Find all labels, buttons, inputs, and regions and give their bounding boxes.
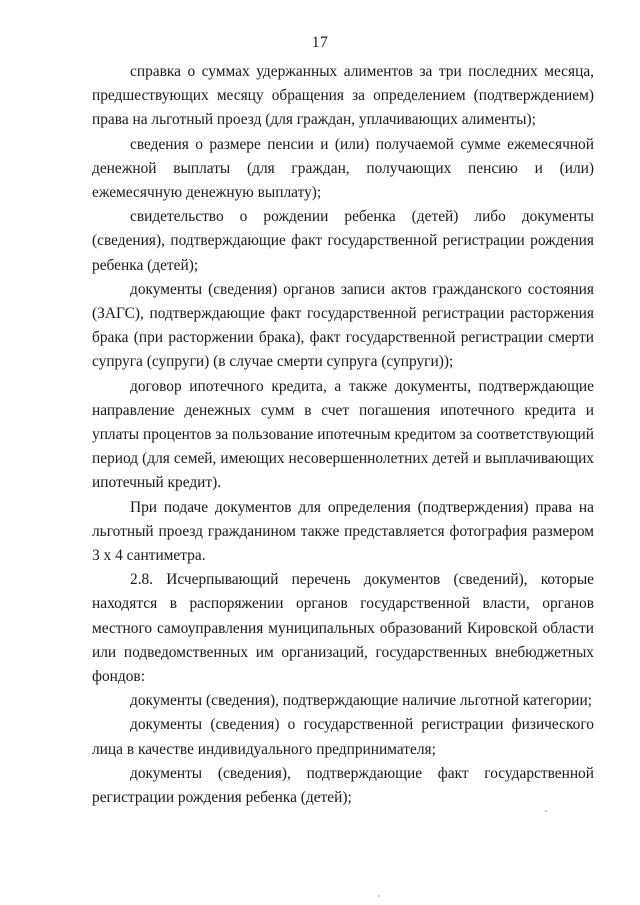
document-body xyxy=(92,60,594,810)
scan-speck xyxy=(545,810,547,812)
paragraph-entrepreneur-registration: документы (сведения) о государственной регистрации физического лица в качестве индивидуального предпринимателя; xyxy=(92,716,594,758)
paragraph-pension-info: сведения о размере пенсии и (или) получаемой сумме ежемесячной денежной выплаты (для граждан, получающих пенсию и (или) ежемесячную денежную выплату); xyxy=(92,135,594,202)
paragraph-zags-documents: документы (сведения) органов записи актов гражданского состояния (ЗАГС), подтверждающие факт государственной регистрации расторжения брака (при расторжении брака), факт государственной регистрации смерти супруга (супруги) (в случае смерти супруга (супруги)); xyxy=(92,280,594,371)
paragraph-child-birth-registration: документы (сведения), подтверждающие факт государственной регистрации рождения ребенка (детей); xyxy=(92,764,594,807)
paragraph-mortgage-contract: договор ипотечного кредита, а также документы, подтверждающие направление денежных сумм в счет погашения ипотечного кредита и уплаты процентов за пользование ипотечным кредитом за соответствующий период (для семей, имеющих несовершеннолетних детей и выплачивающих ипотечный кредит). xyxy=(92,377,594,492)
paragraph-birth-certificate: свидетельство о рождении ребенка (детей) либо документы (сведения), подтверждающие факт государственной регистрации рождения ребенка (детей); xyxy=(92,208,594,274)
scan-speck xyxy=(378,895,380,897)
paragraph-privileged-category: документы (сведения), подтверждающие наличие льготной категории; xyxy=(130,692,593,710)
paragraph-photo-requirement: При подаче документов для определения (подтверждения) права на льготный проезд гражданином также представляется фотография размером 3 х 4 сантиметра. xyxy=(92,498,594,565)
paragraph-section-2-8: 2.8. Исчерпывающий перечень документов (сведений), которые находятся в распоряжении органов государственной власти, органов местного самоуправления муниципальных образований Кировской области или подведомственных им организаций, государственных внебюджетных фондов: xyxy=(92,571,594,686)
paragraph-alimony-certificate: справка о суммах удержанных алиментов за три последних месяца, предшествующих месяцу обращения за определением (подтверждением) права на льготный проезд (для граждан, уплачивающих алименты); xyxy=(92,63,594,129)
page-number: 17 xyxy=(311,34,329,51)
